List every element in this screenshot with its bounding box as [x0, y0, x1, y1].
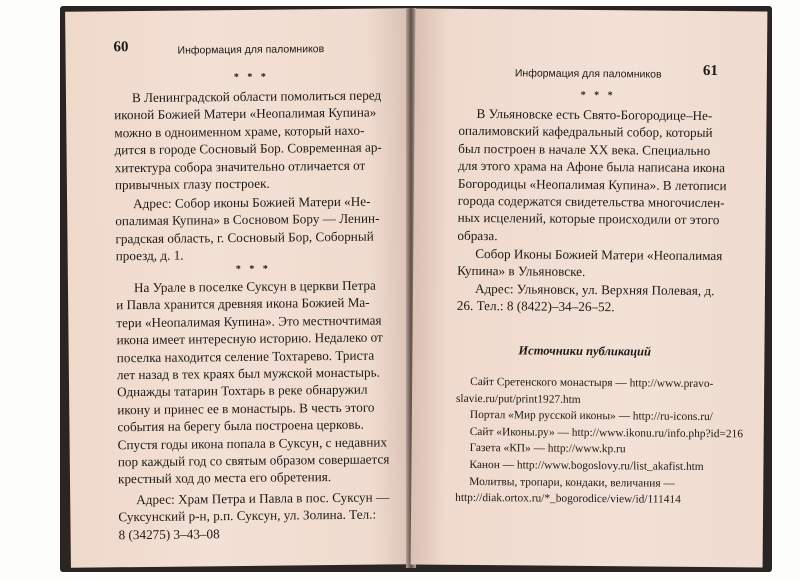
address-leningrad: [115, 192, 404, 265]
text-line: был построен в начале XX века. Специально: [458, 140, 711, 158]
text-line: 8 (34275) 3–43–08: [118, 526, 220, 543]
text-line: пор каждый год со святым образом совершается: [117, 451, 390, 470]
text-line: опалимовский кафедральный собор, который: [458, 123, 713, 141]
running-head: Информация для паломников: [514, 67, 662, 81]
text-line: опалимая Купина» в Сосновом Бору — Ленин-: [115, 210, 380, 229]
text-line: проезд, д. 1.: [115, 247, 184, 264]
address-ulyanovsk: [457, 280, 757, 317]
running-head: Информация для паломников: [177, 43, 325, 57]
text-line: привычных глазу построек.: [114, 175, 270, 193]
source-item: slavie.ru/put/print1927.htm: [455, 392, 581, 406]
text-line: На Урале в поселке Суксун в церкви Петра: [133, 277, 376, 296]
paragraph-ulyanovsk: [457, 105, 758, 247]
section-divider: * * *: [235, 263, 271, 276]
text-line: образа.: [457, 227, 498, 244]
text-line: поселка находится селение Тохтарево. Триста: [116, 347, 375, 365]
page-number: 61: [702, 62, 718, 80]
text-line: Адрес: Храм Петра и Павла в пос. Суксун —: [136, 489, 390, 508]
section-divider: * * *: [580, 89, 616, 102]
text-line: градская область, г. Сосновый Бор, Соборный: [115, 228, 374, 247]
source-item: Газета «КП» — http://www.kp.ru: [469, 442, 626, 456]
text-line: Богородицы «Неопалимая Купина». В летописи: [457, 175, 727, 193]
text-line: хитектура собора значительно отличается от: [114, 157, 366, 175]
source-item: Канон — http://www.bogoslovy.ru/list_akafist.htm: [469, 458, 704, 473]
text-line: икона имеет интересную историю. Недалеко от: [116, 329, 383, 348]
text-line: Однажды татарин Тохтарь в реке обнаружил: [117, 382, 368, 400]
left-page: [65, 8, 413, 568]
text-line: для этого храма на Афоне была написана икона: [457, 158, 726, 176]
text-line: Суксунский р-н, р.п. Суксун, ул. Золина. Тел.:: [118, 506, 377, 525]
source-item: Сайт Сретенского монастыря — http://www.pravo-: [470, 375, 714, 391]
text-line: можно в одноименном храме, который нахо-: [114, 122, 365, 141]
text-line: иконой Божией Матери «Неопалимая Купина»: [114, 104, 377, 123]
paragraph-suksun: [116, 276, 406, 488]
address-suksun: [118, 488, 407, 543]
source-item: Портал «Мир русской иконы» — http://ru-icons.ru/: [469, 409, 713, 424]
text-line: дится в городе Сосновый Бор. Современная ар-: [114, 139, 382, 158]
text-line: Спустя годы икона попала в Суксун, с недавних: [117, 434, 388, 452]
text-line: Собор Иконы Божией Матери «Неопалимая: [475, 246, 723, 264]
sources-list: [455, 374, 756, 509]
source-item: Молитвы, тропари, кондаки, величания —: [469, 475, 675, 490]
text-line: города содержатся свидетельства многочислен-: [457, 192, 725, 211]
text-line: крестный ход до места его обретения.: [117, 469, 332, 487]
right-page: [411, 8, 768, 567]
paragraph-cathedral: [457, 245, 757, 282]
text-line: Купина» в Ульяновске.: [457, 263, 586, 280]
text-line: 26. Тел.: 8 (8422)–34–26–52.: [456, 298, 615, 315]
text-line: Адрес: Собор иконы Божией Матери «Не-: [133, 193, 371, 212]
text-line: тери «Неопалимая Купина». Это местночтимая: [116, 312, 382, 331]
paragraph-leningrad: [114, 86, 403, 193]
source-item: http://diak.ortox.ru/*_bogorodice/view/id/111414: [455, 491, 681, 506]
text-line: Адрес: Ульяновск, ул. Верхняя Полевая, д.: [474, 281, 715, 299]
text-line: и Павла хранится древняя икона Божией Ма-: [116, 295, 370, 313]
text-line: икону и принес ее в монастырь. В честь этого: [117, 399, 375, 418]
text-line: ных исцелений, которые происходили от этого: [457, 210, 720, 228]
source-item: Сайт «Иконы.ру» — http://www.ikonu.ru/info.php?id=216: [469, 425, 743, 441]
text-line: события на берегу была построена церковь.: [117, 416, 364, 435]
sources-heading: Источники публикаций: [518, 343, 652, 359]
text-line: лет назад в тех краях был мужской монастырь.: [116, 364, 380, 383]
section-divider: * * *: [233, 71, 269, 84]
page-number: 60: [113, 39, 129, 56]
text-line: В Ульяновске есть Свято-Богородице–Не-: [476, 106, 713, 124]
text-line: В Ленинградской области помолиться перед: [131, 87, 382, 106]
